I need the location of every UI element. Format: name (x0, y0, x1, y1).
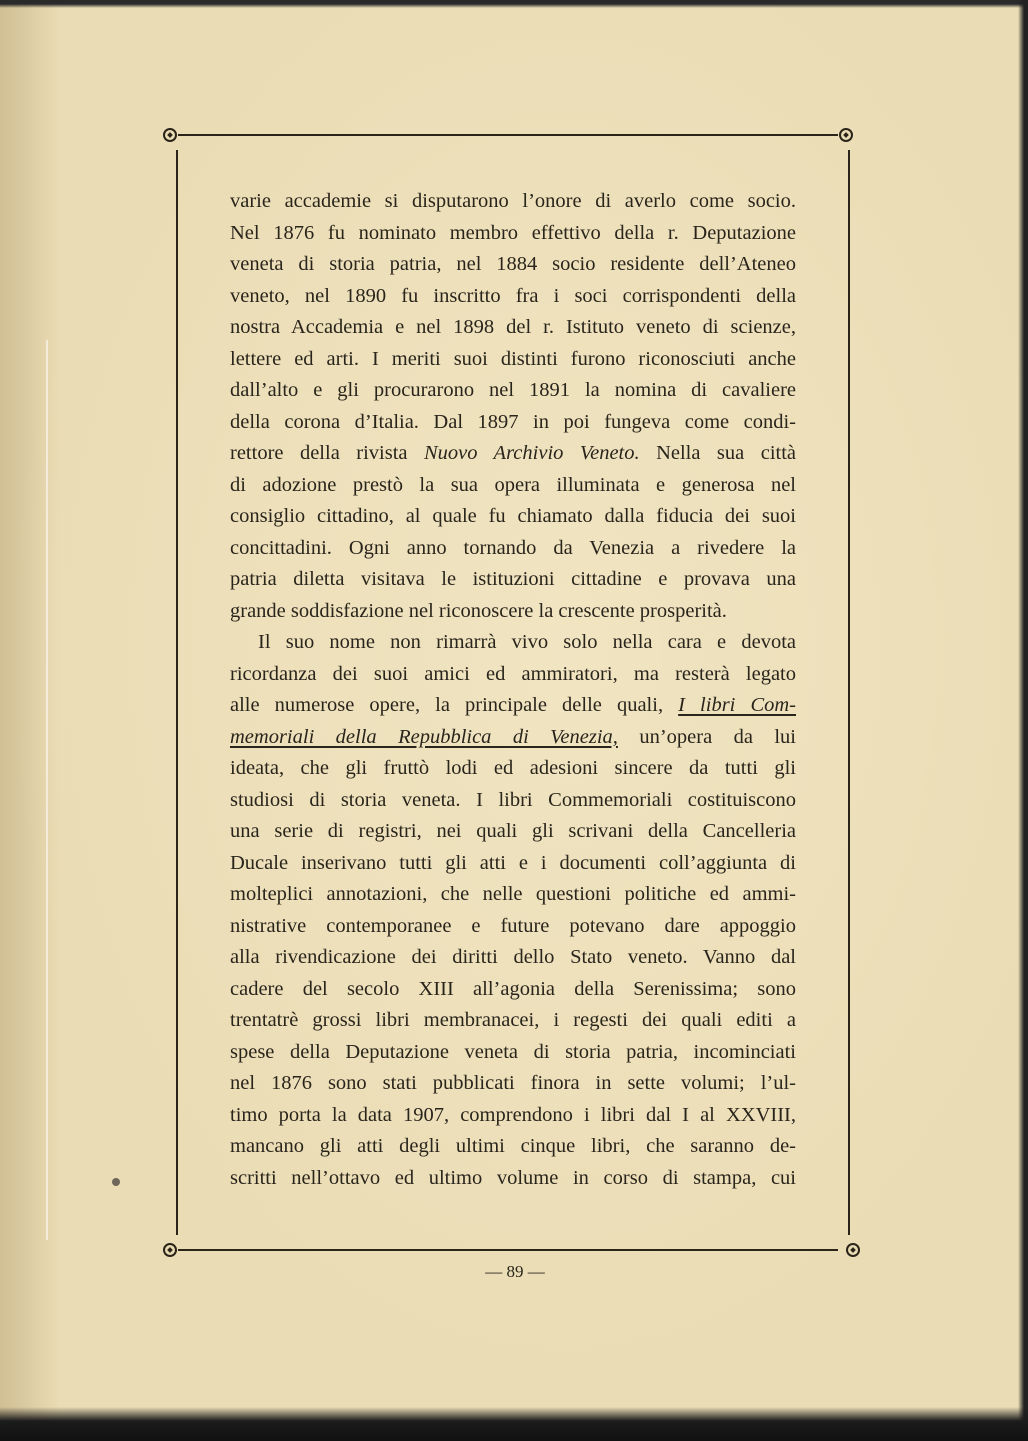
text-line: scritti nell’ottavo ed ultimo volume in corso di stampa, cui (230, 1166, 796, 1189)
work-title: I libri Com- (678, 694, 796, 716)
corner-ornament-icon (846, 1243, 860, 1257)
text-line (230, 690, 796, 722)
text-line: Il suo nome non rimarrà vivo solo nella cara e devota (258, 631, 796, 653)
text-line: timo porta la data 1907, comprendono i libri dal I al XXVIII, (230, 1103, 796, 1126)
text-line: studiosi di storia veneta. I libri Commemoriali costituiscono (230, 788, 796, 811)
text-line: Nel 1876 fu nominato membro effettivo della r. Deputazione (230, 221, 796, 244)
text-line: di adozione prestò la sua opera illuminata e generosa nel (230, 473, 796, 496)
frame-left-rule (176, 150, 178, 1235)
text-line: Ducale inserivano tutti gli atti e i documenti coll’aggiunta di (230, 851, 796, 874)
scan-right-edge (1018, 0, 1028, 1441)
text-line: varie accademie si disputarono l’onore di averlo come socio. (230, 190, 796, 212)
corner-ornament-icon (163, 128, 177, 142)
text-line: dall’alto e gli procurarono nel 1891 la nomina di cavaliere (230, 379, 796, 401)
text-line: consiglio cittadino, al quale fu chiamato dalla fiducia dei suoi (230, 505, 796, 527)
text-line: alla rivendicazione dei diritti dello Stato veneto. Vanno dal (230, 946, 796, 968)
text-line: ideata, che gli fruttò lodi ed adesioni sincere da tutti gli (230, 757, 796, 779)
text-run: Nella sua città (639, 442, 797, 464)
text-line: veneto, nel 1890 fu inscritto fra i soci corrispondenti della (230, 284, 796, 307)
text-line: nel 1876 sono stati pubblicati finora in sette volumi; l’ul- (230, 1072, 796, 1094)
text-line: una serie di registri, nei quali gli scrivani della Cancelleria (230, 820, 796, 842)
text-line: nostra Accademia e nel 1898 del r. Istituto veneto di scienze, (230, 316, 796, 338)
text-line: trentatrè grossi libri membranacei, i regesti dei quali editi a (230, 1009, 796, 1031)
frame-bottom-rule (178, 1249, 838, 1251)
text-line: spese della Deputazione veneta di storia patria, incominciati (230, 1040, 796, 1063)
text-line (230, 438, 796, 470)
text-run: alle numerose opere, la principale delle quali, (230, 694, 679, 716)
frame-right-rule (848, 150, 850, 1235)
corner-ornament-icon (839, 128, 853, 142)
text-line: molteplici annotazioni, che nelle questioni politiche ed ammi- (230, 883, 796, 905)
text-run: un’opera da lui (617, 725, 796, 748)
scan-bottom-edge (0, 1407, 1028, 1441)
page-fold-line (46, 340, 48, 1240)
work-title: memoriali della Repubblica di Venezia, (230, 725, 618, 748)
text-line (230, 722, 796, 754)
text-line: nistrative contemporanee e future potevano dare appoggio (230, 914, 796, 937)
corner-ornament-icon (163, 1243, 177, 1257)
text-line: mancano gli atti degli ultimi cinque libri, che saranno de- (230, 1135, 796, 1157)
text-line: ricordanza dei suoi amici ed ammiratori, ma resterà legato (230, 662, 796, 685)
text-line: grande soddisfazione nel riconoscere la crescente prosperità. (230, 599, 727, 622)
page-number: — 89 — (485, 1262, 545, 1281)
text-line: patria diletta visitava le istituzioni cittadine e provava una (230, 568, 796, 590)
text-run: rettore della rivista (230, 442, 424, 464)
text-line: della corona d’Italia. Dal 1897 in poi fungeva come condi- (230, 410, 796, 433)
body-text (230, 186, 796, 1194)
text-line: cadere del secolo XIII all’agonia della Serenissima; sono (230, 977, 796, 1000)
scan-top-edge (0, 0, 1028, 8)
frame-top-rule (178, 134, 838, 136)
text-line: lettere ed arti. I meriti suoi distinti furono riconosciuti anche (230, 347, 796, 370)
text-line: veneta di storia patria, nel 1884 socio residente dell’Ateneo (230, 253, 796, 275)
journal-title: Nuovo Archivio Veneto. (423, 442, 640, 464)
paper-speck (112, 1178, 120, 1186)
text-line: concittadini. Ogni anno tornando da Venezia a rivedere la (230, 536, 796, 559)
